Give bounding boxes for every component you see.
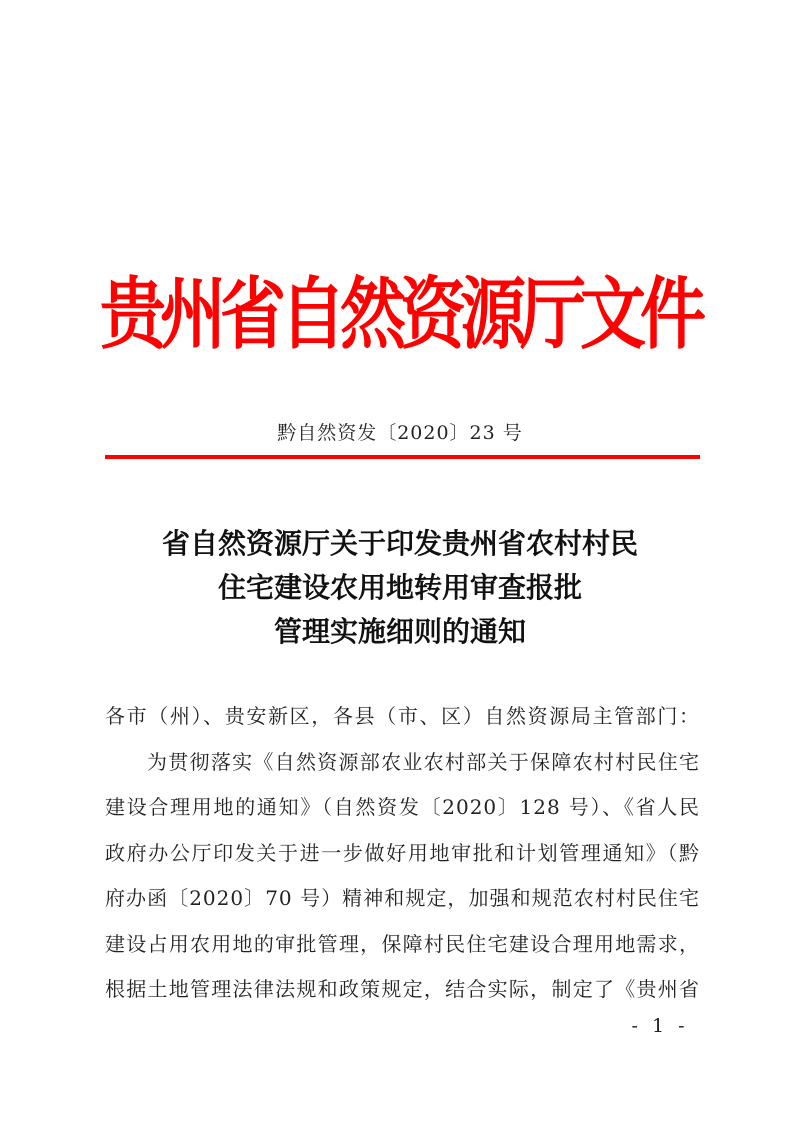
title-line: 住宅建设农用地转用审查报批	[217, 571, 582, 604]
title-line: 管理实施细则的通知	[273, 615, 526, 648]
body-line: 为贯彻落实《自然资源部农业农村部关于保障农村村民住宅	[147, 749, 700, 774]
document-number: 黔自然资发〔2020〕23 号	[277, 422, 523, 444]
body-line: 建设占用农用地的审批管理，保障村民住宅建设合理用地需求，	[105, 931, 700, 956]
body-line: 建设合理用地的通知》（自然资发〔2020〕128 号）、《省人民	[105, 795, 700, 819]
document-title	[100, 522, 700, 654]
body-line: 政府办公厅印发关于进一步做好用地审批和计划管理通知》（黔	[105, 840, 700, 865]
issuer-red-header: 贵州省自然资源厅文件	[100, 267, 700, 360]
body-line: 根据土地管理法律法规和政策规定，结合实际，制定了《贵州省	[105, 977, 700, 1001]
document-body	[105, 694, 700, 1013]
title-line: 省自然资源厅关于印发贵州省农村村民	[161, 527, 638, 560]
body-line: 府办函〔2020〕70 号）精神和规定，加强和规范农村村民住宅	[105, 886, 700, 910]
salutation: 各市（州）、贵安新区，各县（市、区）自然资源局主管部门：	[105, 704, 700, 728]
red-separator-rule	[105, 455, 700, 459]
page-number: - 1 -	[631, 1015, 689, 1037]
